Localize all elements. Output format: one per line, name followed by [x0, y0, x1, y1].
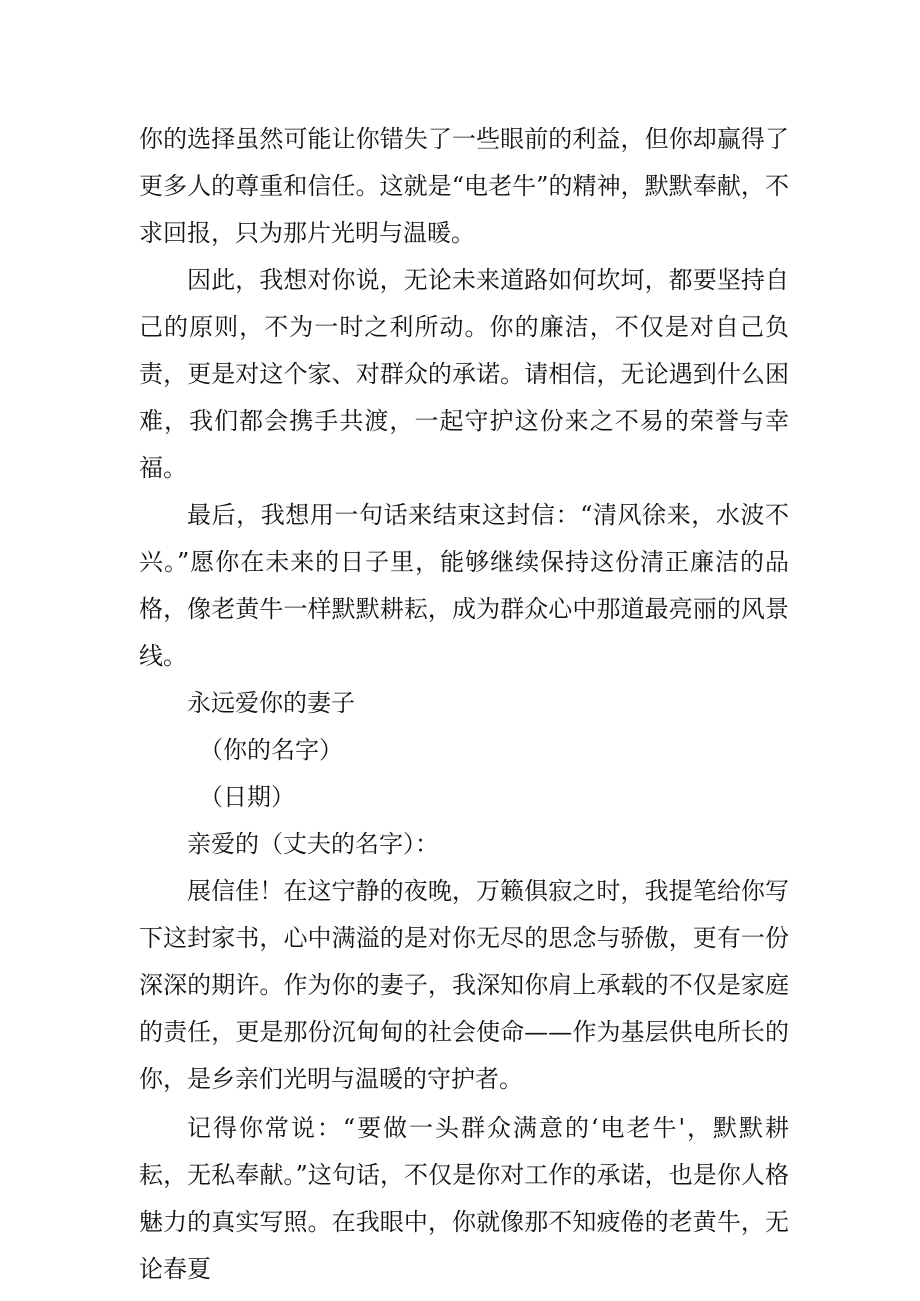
signature-closing: 永远爱你的妻子 [187, 689, 355, 717]
signature-name: （你的名字） [199, 736, 343, 764]
signature-date: （日期） [199, 783, 295, 811]
second-letter-paragraph: 展信佳！在这宁静的夜晚，万籁俱寂之时，我提笔给你写下这封家书，心中满溢的是对你无尽的思念与骄傲，更有一份深深的期许。作为你的妻子，我深知你肩上承载的不仅是家庭的责任，更是那份沉甸甸的社会使命——作为基层供电所长的你，是乡亲们光明与温暖的守护者。 [139, 877, 789, 1093]
paragraph-closing-wish: 最后，我想用一句话来结束这封信：“清风徐来，水波不兴。”愿你在未来的日子里，能够继续保持这份清正廉洁的品格，像老黄牛一样默默耕耘，成为群众心中那道最亮丽的风景线。 [139, 501, 789, 670]
letter-body [139, 116, 789, 1293]
second-letter-paragraph: 记得你常说：“要做一头群众满意的‘电老牛'，默默耕耘，无私奉献。”这句话，不仅是你对工作的承诺，也是你人格魅力的真实写照。在我眼中，你就像那不知疲倦的老黄牛，无论春夏 [139, 1114, 789, 1283]
paragraph-persistence: 因此，我想对你说，无论未来道路如何坎坷，都要坚持自己的原则，不为一时之利所动。你的廉洁，不仅是对自己负责，更是对这个家、对群众的承诺。请相信，无论遇到什么困难，我们都会携手共渡，一起守护这份来之不易的荣誉与幸福。 [139, 266, 789, 482]
second-letter-salutation: 亲爱的（丈夫的名字）： [187, 830, 439, 858]
paragraph-continuation: 你的选择虽然可能让你错失了一些眼前的利益，但你却赢得了更多人的尊重和信任。这就是“电老牛”的精神，默默奉献，不求回报，只为那片光明与温暖。 [139, 125, 789, 247]
